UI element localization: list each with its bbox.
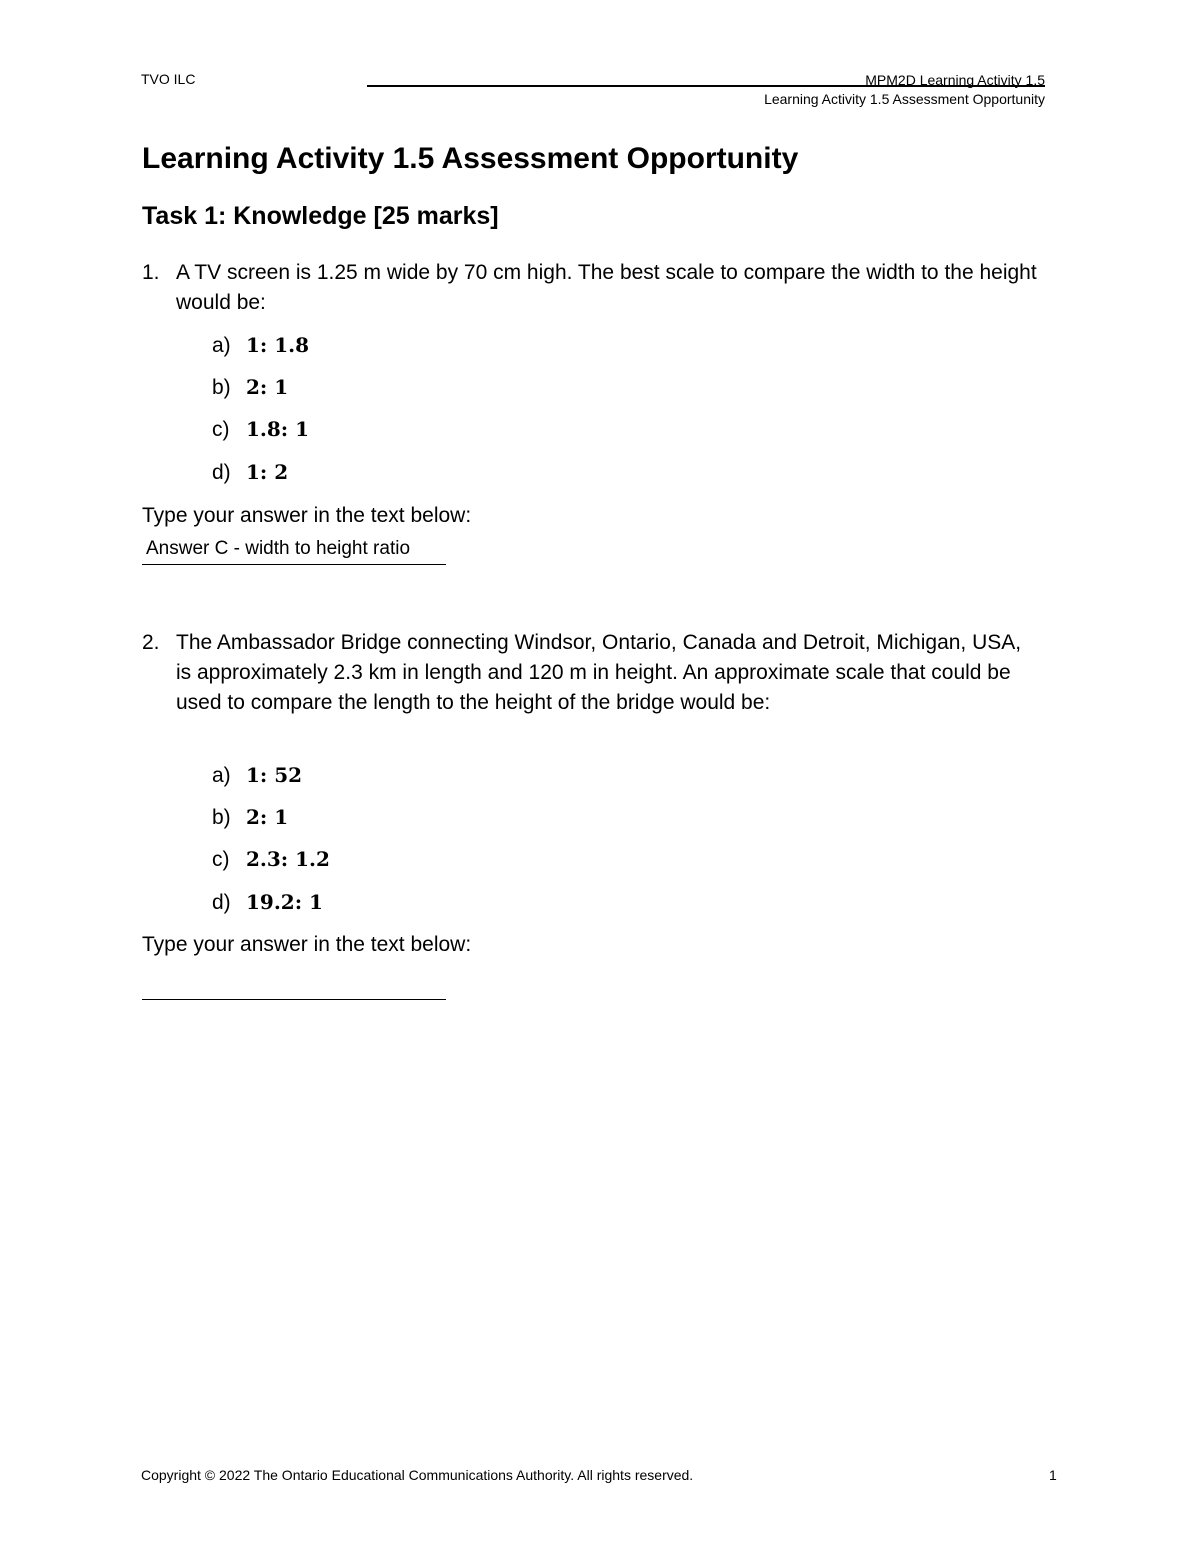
page-number: 1 [1049, 1467, 1057, 1483]
question-stem [142, 258, 1042, 318]
option-a [212, 333, 309, 358]
question-1 [142, 258, 1042, 559]
option-value: 1: 2 [246, 460, 289, 484]
question-stem [142, 628, 1042, 718]
question-2 [142, 628, 1042, 956]
option-value: 19.2: 1 [246, 890, 323, 914]
option-letter: c) [212, 418, 230, 441]
option-b [212, 375, 288, 400]
option-d [212, 460, 288, 485]
option-value: 1.8: 1 [246, 417, 310, 441]
option-value: 1: 1.8 [246, 333, 310, 357]
option-letter: a) [212, 334, 231, 357]
question-text: The Ambassador Bridge connecting Windsor, Ontario, Canada and Detroit, Michigan, USA, is approximately 2.3 km in length and 120 m in height. An approximate scale that could be used to compare the length to the height of the bridge would be: [176, 631, 1022, 714]
header-org: TVO ILC [141, 71, 196, 87]
option-a [212, 763, 302, 788]
option-value: 1: 52 [246, 763, 303, 787]
option-b [212, 805, 288, 830]
answer-prompt: Type your answer in the text below: [142, 933, 472, 956]
question-number: 1. [142, 261, 160, 284]
option-letter: a) [212, 764, 231, 787]
question-text: A TV screen is 1.25 m wide by 70 cm high. The best scale to compare the width to the height would be: [176, 261, 1037, 314]
header-course: MPM2D Learning Activity 1.5 [865, 72, 1045, 88]
answer-prompt: Type your answer in the text below: [142, 504, 472, 527]
task-heading: Task 1: Knowledge [25 marks] [142, 202, 499, 230]
option-c [212, 417, 309, 442]
option-value: 2: 1 [246, 375, 289, 399]
option-letter: d) [212, 891, 231, 914]
answer-field[interactable] [142, 972, 446, 1000]
answer-field[interactable]: Answer C - width to height ratio [142, 537, 446, 565]
footer-copyright: Copyright © 2022 The Ontario Educational Communications Authority. All rights reserved. [141, 1467, 694, 1483]
page-title: Learning Activity 1.5 Assessment Opportunity [142, 142, 799, 175]
question-number: 2. [142, 631, 160, 654]
option-letter: c) [212, 848, 230, 871]
option-c [212, 847, 330, 872]
header-right [764, 71, 1045, 109]
option-value: 2.3: 1.2 [246, 847, 330, 871]
option-letter: b) [212, 806, 231, 829]
option-value: 2: 1 [246, 805, 289, 829]
header-subtitle: Learning Activity 1.5 Assessment Opportunity [764, 91, 1045, 107]
option-letter: d) [212, 461, 231, 484]
option-letter: b) [212, 376, 231, 399]
option-d [212, 890, 323, 915]
